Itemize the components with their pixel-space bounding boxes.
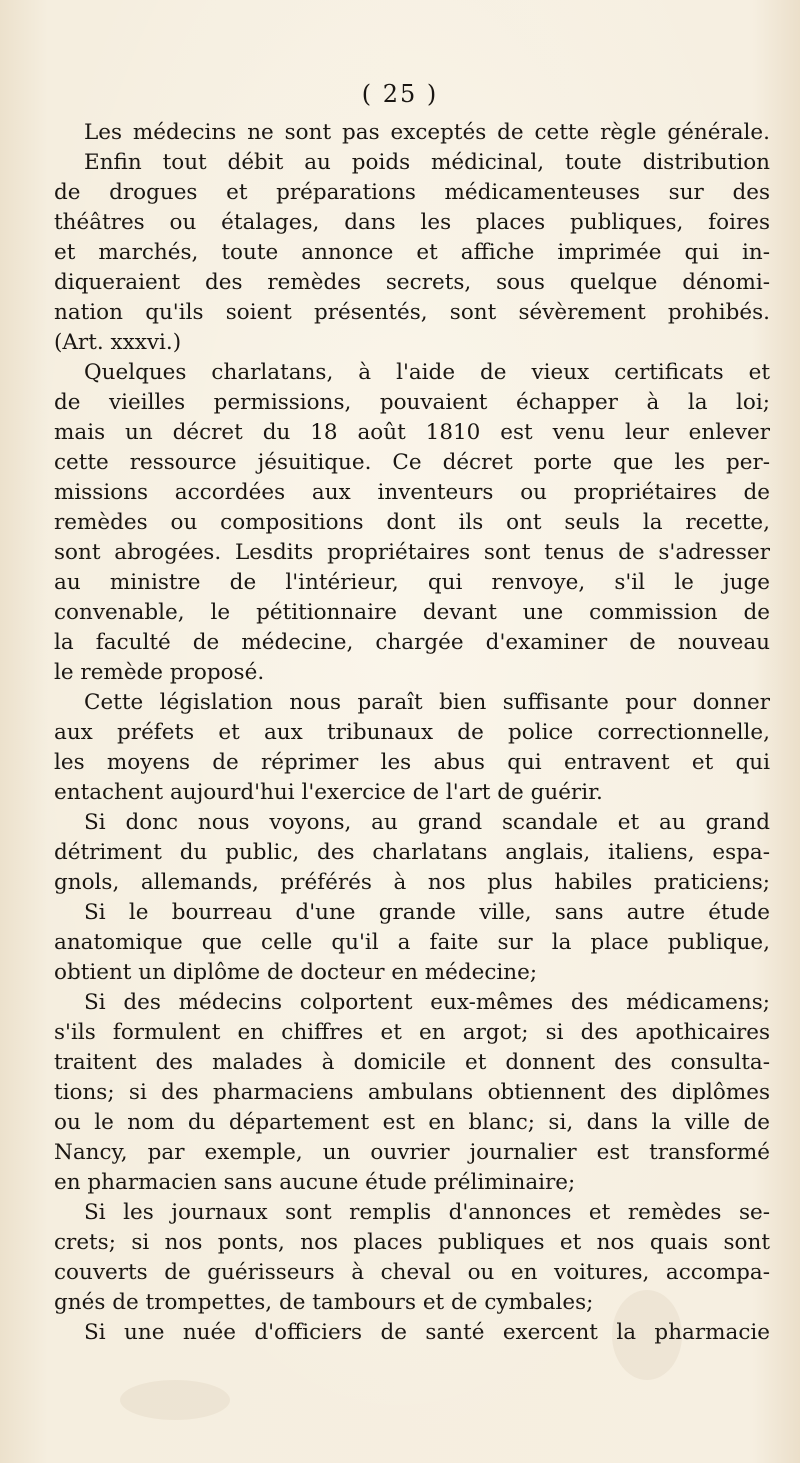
text-line: (Art. xxxvi.) [54, 330, 182, 355]
text-line: au ministre de l'intérieur, qui renvoye, s'il le juge [54, 570, 770, 595]
text-line: aux préfets et aux tribunaux de police correctionnelle, [54, 720, 770, 745]
text-line: entachent aujourd'hui l'exercice de l'art de guérir. [54, 780, 603, 805]
text-line: le remède proposé. [54, 660, 265, 685]
text-line: cette ressource jésuitique. Ce décret porte que les per- [54, 450, 770, 475]
text-line: en pharmacien sans aucune étude préliminaire; [54, 1170, 576, 1195]
text-line: théâtres ou étalages, dans les places publiques, foires [54, 210, 770, 235]
text-line: anatomique que celle qu'il a faite sur la place publique, [54, 930, 770, 955]
text-line: sont abrogées. Lesdits propriétaires sont tenus de s'adresser [54, 540, 770, 565]
text-line: et marchés, toute annonce et affiche imprimée qui in- [54, 240, 770, 265]
text-line: Les médecins ne sont pas exceptés de cette règle générale. [84, 120, 770, 145]
text-line: mais un décret du 18 août 1810 est venu leur enlever [54, 420, 770, 445]
text-line: traitent des malades à domicile et donnent des consulta- [54, 1050, 770, 1075]
text-line: Si une nuée d'officiers de santé exercent la pharmacie [84, 1320, 770, 1345]
body-text [54, 118, 770, 1348]
text-line: Si le bourreau d'une grande ville, sans autre étude [84, 900, 770, 925]
text-line: Quelques charlatans, à l'aide de vieux certificats et [84, 360, 770, 385]
text-line: de vieilles permissions, pouvaient échapper à la loi; [54, 390, 770, 415]
text-line: Enfin tout débit au poids médicinal, toute distribution [84, 150, 770, 175]
text-line: convenable, le pétitionnaire devant une commission de [54, 600, 770, 625]
text-line: Nancy, par exemple, un ouvrier journalier est transformé [54, 1140, 770, 1165]
text-line: Si donc nous voyons, au grand scandale et au grand [84, 810, 770, 835]
text-line: tions; si des pharmaciens ambulans obtiennent des diplômes [54, 1080, 770, 1105]
text-line: Cette législation nous paraît bien suffisante pour donner [84, 690, 770, 715]
paper-stain [120, 1380, 230, 1420]
text-line: ou le nom du département est en blanc; si, dans la ville de [54, 1110, 770, 1135]
text-line: s'ils formulent en chiffres et en argot; si des apothicaires [54, 1020, 770, 1045]
text-line: de drogues et préparations médicamenteuses sur des [54, 180, 770, 205]
text-line: la faculté de médecine, chargée d'examiner de nouveau [54, 630, 770, 655]
page-number: ( 25 ) [361, 80, 439, 108]
text-line: diqueraient des remèdes secrets, sous quelque dénomi- [54, 270, 770, 295]
text-line: remèdes ou compositions dont ils ont seuls la recette, [54, 510, 770, 535]
text-line: crets; si nos ponts, nos places publiques et nos quais sont [54, 1230, 770, 1255]
text-line: détriment du public, des charlatans anglais, italiens, espa- [54, 840, 770, 865]
text-line: gnols, allemands, préférés à nos plus habiles praticiens; [54, 870, 770, 895]
text-line: obtient un diplôme de docteur en médecine; [54, 960, 538, 985]
text-line: gnés de trompettes, de tambours et de cymbales; [54, 1290, 594, 1315]
text-line: nation qu'ils soient présentés, sont sévèrement prohibés. [54, 300, 770, 325]
text-line: missions accordées aux inventeurs ou propriétaires de [54, 480, 770, 505]
text-line: Si des médecins colportent eux-mêmes des médicamens; [84, 990, 770, 1015]
text-line: les moyens de réprimer les abus qui entravent et qui [54, 750, 770, 775]
text-line: couverts de guérisseurs à cheval ou en voitures, accompa- [54, 1260, 770, 1285]
text-line: Si les journaux sont remplis d'annonces et remèdes se- [84, 1200, 770, 1225]
